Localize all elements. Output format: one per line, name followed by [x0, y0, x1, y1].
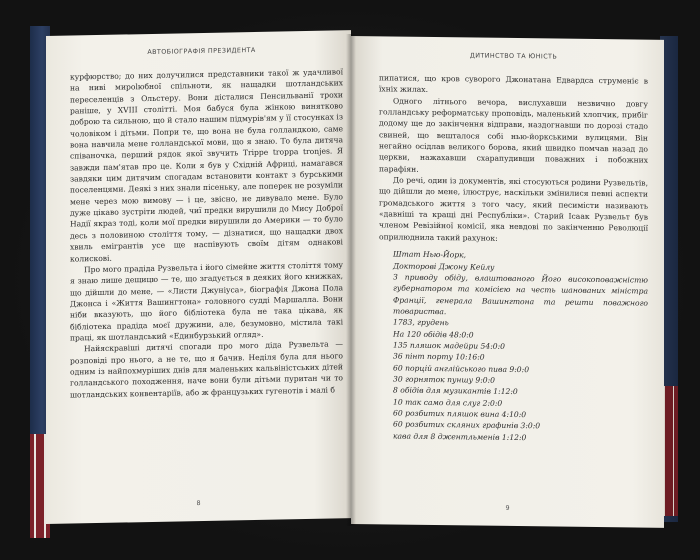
paragraph: Найяскравіші дитячі спогади про мого діда Рузвельта — розповіді про нього, а не те, що я бачив. Неділя була для нього одним із найпохмуріших днів для маленьких кальвіністських дітей голландського походження, наче вони були дітьми пуритан чи то шотландських конвентаріїв, або ж французьких гугенотів і малі б — [70, 339, 343, 400]
bill-item: 60 розбитих скляних графинів 3:0:0 — [393, 419, 541, 431]
left-page — [46, 30, 351, 524]
bill-item: 1783, грудень — [393, 317, 449, 328]
book-gutter-shadow — [346, 34, 356, 526]
right-page — [351, 36, 664, 528]
page-text — [70, 66, 343, 400]
paragraph: Одного літнього вечора, вислухавши незвично довгу голландську реформатську проповідь, маленький хлопчик, прибіг додому ще до закінчення відправи, наздогнавши по дорозі стадо свиней, що вешталося собі нью-йоркськими вулицями. Він негайно осідлав великого борова, який швидко помчав назад до церкви, нажахавши схарапудивши поважних і побожних парафіян. — [379, 96, 648, 174]
bill-items — [379, 317, 648, 445]
running-head: ДИТИНСТВО ТА ЮНІСТЬ — [469, 51, 558, 61]
bill-item: На 120 обідів 48:0:0 — [393, 329, 474, 340]
bill-item: кава для 8 джентльменів 1:12:0 — [393, 431, 527, 442]
bill-item: 60 розбитих пляшок вина 4:10:0 — [393, 408, 527, 420]
running-head: АВТОБІОГРАФІЯ ПРЕЗИДЕНТА — [147, 45, 256, 57]
page-text — [379, 72, 648, 444]
quoted-bill — [379, 248, 648, 444]
bill-item: 8 обідів для музикантів 1:12:0 — [393, 385, 518, 397]
bill-item: 135 пляшок мадейри 54:0:0 — [393, 340, 506, 351]
letter-body: З приводу обіду, влаштованого Його високоповажністю губернатором та комісією на честь шанованих міністра Франції, генерала Вашингтона та решти поважного товариства. — [393, 272, 648, 317]
bill-item: 10 так само для слуг 2:0:0 — [393, 397, 503, 408]
page-number: 8 — [196, 499, 201, 508]
letter-address: Штат Нью-Йорк, — [393, 249, 467, 260]
bill-item: 36 пінт порту 10:16:0 — [393, 351, 485, 362]
paragraph: пипатися, що кров суворого Джонатана Едвардса струменіє в їхніх жилах. — [379, 73, 648, 95]
bill-item: 60 порцій англійського пива 9:0:0 — [393, 363, 530, 374]
bill-item: 30 горняток пуншу 9:0:0 — [393, 374, 496, 385]
paragraph: курфюрство; до них долучилися представники такої ж удачливої на ниві мирolюбної спільноти, як нащадки шотландських переселенців з Ольстеру. Вони дісталися Пенсильванії трохи раніше, у XVIII столітті. Моя бабуся була жінкою винятково доброю та сильною, що й стало нашим підмурів'ям у її стосунках із чоловіком і дітьми. Попри те, що вона не була голландкою, саме вона навчила мене голландської мови, що я знаю. То була дитяча співаночка, перший рядок якої звучить Trippe troppa tronjes. Я завжди пам'ятав про це. Коли я був у Східній Африці, намагався завдяки цим дитячим спогадам встановити контакт з бурськими поселенцями. Деякі з них знали пісеньку, але поперек не розуміли мене через мою вимову — і це, звісно, не дивувало мене. Було дуже цікаво зустріти людей, чиї предки вирушили до Мису Доброї Надії якраз тоді, коли мої предки вирушили до Америки — то було десь з половиною століття тому, — дізнатися, що нащадки двох хвиль емігрантів усе ще наспівують своїм дітям однакові колискові. — [70, 67, 343, 264]
page-number: 9 — [505, 503, 510, 512]
paragraph: До речі, один із документів, які стосуються родини Рузвельтів, що дійшли до мене, ілюструє, наскільки змінилися певні аспекти громадського життя з того часу, який песимісти називають «давніші та кращі дні Республіки». Старий Ісаак Рузвельт був членом Ревізійної комісії, яка невдові по закінченню Революції оприлюднила такий рахунок: — [379, 175, 648, 243]
letter-recipient: Докторові Джону Кейлу — [393, 261, 495, 272]
paragraph: Про мого прадіда Рузвельта і його сімейне життя століття тому я знаю лише дещицю — те, що згадується в деяких його книжках, що дійшли до мене, — «Листи Джуніуса», біографія Джона Пола Джонса і «Життя Вашингтона» головного судді Маршалла. Вони ніби вказують, що його бібліотека була не така цікава, як бібліотека прадіда моєї дружини, але, безумовно, містила такі праці, як шотландський «Единбурзький огляд». — [70, 260, 343, 343]
